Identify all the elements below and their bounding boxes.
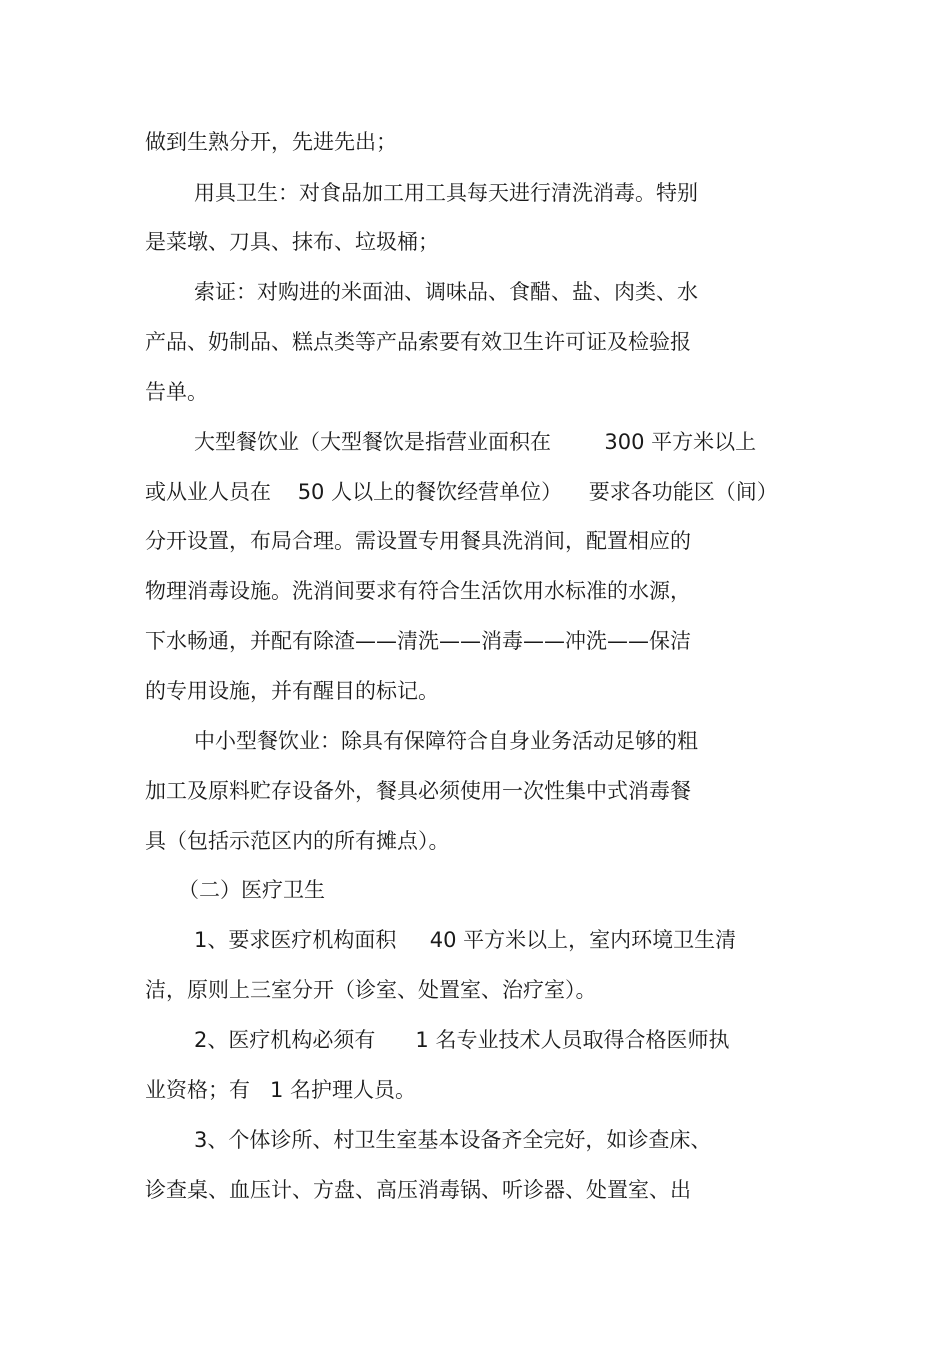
text-line: 大型餐饮业（大型餐饮是指营业面积在 300 平方米以上 <box>194 430 757 454</box>
text-line: 是菜墩、刀具、抹布、垃圾桶； <box>145 230 439 254</box>
text-line: 3、个体诊所、村卫生室基本设备齐全完好，如诊查床、 <box>194 1128 712 1152</box>
text-line: 告单。 <box>145 380 208 404</box>
text-line: 洁，原则上三室分开（诊室、处置室、治疗室）。 <box>145 978 597 1002</box>
text-line: 产品、奶制品、糕点类等产品索要有效卫生许可证及检验报 <box>145 330 691 354</box>
text-line: 分开设置，布局合理。需设置专用餐具洗消间，配置相应的 <box>145 529 691 553</box>
text-line: 做到生熟分开，先进先出； <box>145 130 397 154</box>
text-line: 具（包括示范区内的所有摊点）。 <box>145 829 450 853</box>
text-line: 的专用设施，并有醒目的标记。 <box>145 679 439 703</box>
text-line: 物理消毒设施。洗消间要求有符合生活饮用水标准的水源， <box>145 579 691 603</box>
text-line: 中小型餐饮业：除具有保障符合自身业务活动足够的粗 <box>194 729 698 753</box>
text-line: 2、医疗机构必须有 1 名专业技术人员取得合格医师执 <box>194 1028 730 1052</box>
text-line: 诊查桌、血压计、方盘、高压消毒锅、听诊器、处置室、出 <box>145 1178 691 1202</box>
text-line: 业资格；有 1 名护理人员。 <box>145 1078 417 1102</box>
text-line: 用具卫生：对食品加工用工具每天进行清洗消毒。特别 <box>194 181 698 205</box>
text-line: 下水畅通，并配有除渣——清洗——消毒——冲洗——保洁 <box>145 629 691 653</box>
text-line: 或从业人员在 50 人以上的餐饮经营单位） 要求各功能区（间） <box>145 480 778 504</box>
text-line: 索证：对购进的米面油、调味品、食醋、盐、肉类、水 <box>194 280 698 304</box>
text-line: 加工及原料贮存设备外，餐具必须使用一次性集中式消毒餐 <box>145 779 691 803</box>
section-heading: （二）医疗卫生 <box>178 878 325 902</box>
text-line: 1、要求医疗机构面积 40 平方米以上，室内环境卫生清 <box>194 928 737 952</box>
